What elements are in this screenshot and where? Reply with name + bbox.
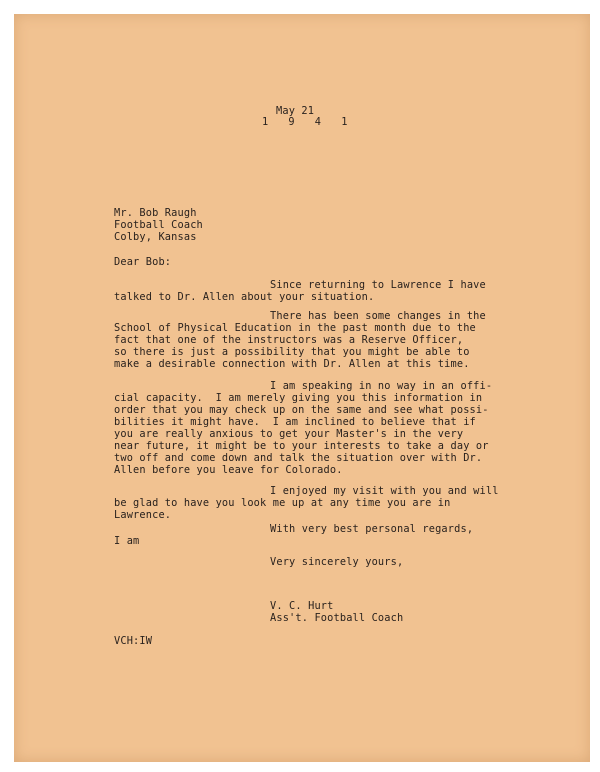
- paragraph-2-line: There has been some changes in the: [270, 310, 486, 322]
- paragraph-1-line: talked to Dr. Allen about your situation.: [114, 291, 375, 303]
- paragraph-4-line: Lawrence.: [114, 509, 172, 521]
- paragraph-2-line: so there is just a possibility that you might be able to: [114, 346, 470, 358]
- closing-line: Very sincerely yours,: [270, 556, 404, 568]
- i-am-line: I am: [114, 535, 140, 547]
- paragraph-2-line: fact that one of the instructors was a Reserve Officer,: [114, 334, 464, 346]
- paragraph-3-line: bilities it might have. I am inclined to believe that if: [114, 416, 476, 428]
- paragraph-3-line: two off and come down and talk the situation over with Dr.: [114, 452, 483, 464]
- paragraph-2-line: School of Physical Education in the past month due to the: [114, 322, 476, 334]
- paragraph-4-line: be glad to have you look me up at any time you are in: [114, 497, 451, 509]
- recipient-name: Mr. Bob Raugh: [114, 207, 197, 219]
- salutation: Dear Bob:: [114, 256, 172, 268]
- paragraph-3-line: order that you may check up on the same and see what possi-: [114, 404, 489, 416]
- paragraph-3-line: cial capacity. I am merely giving you this information in: [114, 392, 483, 404]
- paragraph-1-line: Since returning to Lawrence I have: [270, 279, 486, 291]
- signature-name: V. C. Hurt: [270, 600, 334, 612]
- paragraph-3-line: Allen before you leave for Colorado.: [114, 464, 343, 476]
- paragraph-3-line: near future, it might be to your interests to take a day or: [114, 440, 489, 452]
- reference-initials: VCH:IW: [114, 635, 153, 647]
- recipient-title: Football Coach: [114, 219, 203, 231]
- paragraph-2-line: make a desirable connection with Dr. Allen at this time.: [114, 358, 470, 370]
- paragraph-4-line: I enjoyed my visit with you and will: [270, 485, 499, 497]
- date-month-day: May 21: [276, 105, 315, 117]
- date-year: 1 9 4 1: [262, 116, 355, 128]
- paragraph-3-line: I am speaking in no way in an offi-: [270, 380, 493, 392]
- paragraph-3-line: you are really anxious to get your Master's in the very: [114, 428, 464, 440]
- regards-line: With very best personal regards,: [270, 523, 474, 535]
- signature-title: Ass't. Football Coach: [270, 612, 404, 624]
- recipient-location: Colby, Kansas: [114, 231, 197, 243]
